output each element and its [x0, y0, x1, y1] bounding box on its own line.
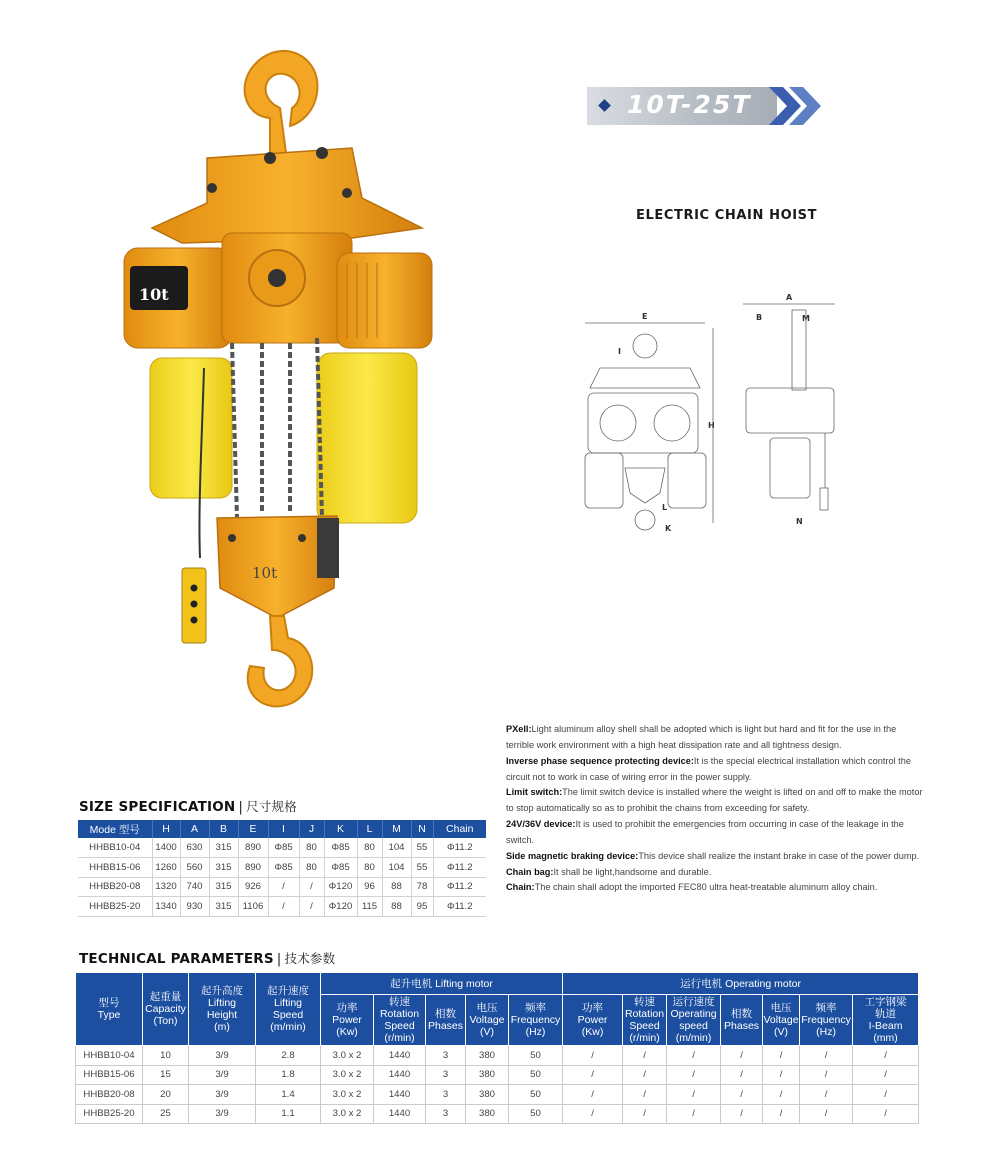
table-cell: / — [299, 897, 324, 917]
table-cell: 80 — [357, 858, 382, 878]
table-cell: / — [623, 1065, 667, 1085]
table-cell: / — [800, 1046, 853, 1066]
table-cell: 50 — [509, 1065, 563, 1085]
feature-term: Side magnetic braking device: — [506, 850, 639, 861]
table-cell: / — [299, 877, 324, 897]
table-cell: Φ11.2 — [433, 877, 486, 897]
table-cell: HHBB10-04 — [76, 1046, 143, 1066]
feature-item — [506, 849, 926, 865]
table-row — [76, 1046, 919, 1066]
header-line: Power — [332, 1014, 362, 1026]
header-line: Voltage — [469, 1014, 505, 1026]
product-title: ELECTRIC CHAIN HOIST — [636, 208, 818, 223]
table-cell: 50 — [509, 1085, 563, 1105]
size-spec-table — [78, 820, 486, 917]
dim-label-h: H — [708, 421, 715, 430]
feature-text: The limit switch device is installed where the weight is lifted on and off to make the motor to stop automatically so as to prohibit the chains from exceeding for safety. — [506, 787, 923, 814]
header-line: 起升高度 — [201, 985, 243, 997]
table-cell: 80 — [299, 858, 324, 878]
table-cell: Φ120 — [324, 877, 357, 897]
table-cell: / — [853, 1104, 919, 1124]
table-cell: Φ85 — [268, 838, 299, 858]
lifting-motor-group-header: 起升电机 Lifting motor — [321, 973, 563, 995]
feature-item — [506, 754, 926, 786]
table-cell: 2.8 — [256, 1046, 321, 1066]
tech-params-separator: | — [276, 951, 282, 967]
tech-params-table — [75, 972, 919, 1124]
table-cell: 1106 — [238, 897, 268, 917]
header-line: (Kw) — [581, 1026, 604, 1038]
header-line: 频率 — [525, 1002, 547, 1014]
dim-label-a: A — [786, 293, 793, 302]
motor-column-header — [721, 995, 763, 1046]
dim-label-m: M — [802, 314, 810, 323]
table-cell: HHBB15-06 — [76, 1065, 143, 1085]
feature-text: This device shall realize the instant brake in case of the power dump. — [638, 850, 920, 861]
table-cell: 80 — [357, 838, 382, 858]
header-line: (m/min) — [675, 1032, 712, 1044]
header-line: Frequency — [510, 1014, 561, 1026]
table-cell: / — [800, 1065, 853, 1085]
table-cell: 1440 — [374, 1104, 426, 1124]
header-line: Operating — [670, 1008, 717, 1020]
header-line: Lifting — [273, 997, 303, 1009]
table-cell: / — [800, 1104, 853, 1124]
dim-label-e: E — [642, 312, 648, 321]
table-cell: 25 — [143, 1104, 189, 1124]
size-spec-column-header: I — [268, 820, 299, 838]
table-cell: / — [853, 1065, 919, 1085]
table-cell: 1440 — [374, 1046, 426, 1066]
size-spec-column-header: L — [357, 820, 382, 838]
header-line: Phases — [724, 1020, 760, 1032]
header-line: 型号 — [98, 997, 120, 1009]
header-line: Speed — [384, 1020, 415, 1032]
header-line: 频率 — [815, 1002, 837, 1014]
feature-item — [506, 785, 926, 817]
col-lifting-speed-header — [256, 973, 321, 1046]
table-cell: / — [623, 1085, 667, 1105]
tech-params-group-row — [76, 973, 919, 995]
table-cell: / — [853, 1085, 919, 1105]
header-line: Lifting — [207, 997, 237, 1009]
table-cell: / — [763, 1104, 800, 1124]
header-line: Frequency — [801, 1014, 851, 1026]
header-line: Type — [97, 1009, 121, 1021]
electric-hoist-image — [112, 38, 442, 713]
table-cell: 890 — [238, 858, 268, 878]
table-cell: / — [800, 1085, 853, 1105]
table-cell: 380 — [466, 1046, 509, 1066]
tech-params-title-en: TECHNICAL PARAMETERS — [79, 951, 274, 967]
col-type-header — [76, 973, 143, 1046]
dim-label-b: B — [756, 313, 763, 322]
table-cell: / — [763, 1065, 800, 1085]
table-cell: 3/9 — [189, 1065, 256, 1085]
table-cell: 560 — [180, 858, 209, 878]
header-line: 起升速度 — [267, 985, 309, 997]
header-line: (Ton) — [153, 1015, 178, 1027]
table-cell: HHBB25-20 — [76, 1104, 143, 1124]
table-cell: 10 — [143, 1046, 189, 1066]
double-chevron-right-icon — [765, 87, 827, 125]
header-line: 工字钢梁 — [864, 996, 907, 1008]
header-line: 功率 — [582, 1002, 604, 1014]
table-row — [78, 877, 486, 897]
header-line: (Hz) — [525, 1026, 546, 1038]
header-line: Voltage — [763, 1014, 799, 1026]
header-line: 相数 — [731, 1008, 753, 1020]
table-cell: 380 — [466, 1085, 509, 1105]
header-line: 电压 — [770, 1002, 792, 1014]
header-line: 电压 — [476, 1002, 498, 1014]
header-line: speed — [679, 1020, 708, 1032]
table-cell: 3/9 — [189, 1104, 256, 1124]
motor-column-header — [563, 995, 623, 1046]
size-spec-column-header: Mode 型号 — [78, 820, 152, 838]
table-cell: / — [721, 1065, 763, 1085]
header-line: (Hz) — [816, 1026, 836, 1038]
table-cell: / — [563, 1046, 623, 1066]
table-row — [76, 1104, 919, 1124]
tech-params-heading — [79, 949, 335, 967]
header-line: Capacity — [145, 1003, 186, 1015]
table-cell: 3 — [426, 1104, 466, 1124]
table-cell: HHBB20-08 — [76, 1085, 143, 1105]
size-spec-header-row — [78, 820, 486, 838]
range-banner — [587, 87, 827, 125]
col-lifting-height-header — [189, 973, 256, 1046]
feature-item — [506, 880, 926, 896]
header-line: (V) — [774, 1026, 789, 1038]
table-cell: 3.0 x 2 — [321, 1046, 374, 1066]
feature-term: Chain bag: — [506, 866, 554, 877]
feature-item — [506, 817, 926, 849]
header-line: 相数 — [435, 1008, 456, 1020]
table-cell: HHBB10-04 — [78, 838, 152, 858]
table-cell: 15 — [143, 1065, 189, 1085]
table-cell: / — [667, 1046, 721, 1066]
size-spec-column-header: Chain — [433, 820, 486, 838]
table-cell: Φ120 — [324, 897, 357, 917]
table-cell: 55 — [411, 838, 433, 858]
hook-block-capacity-label: 10t — [252, 564, 278, 582]
table-row — [78, 897, 486, 917]
table-cell: Φ11.2 — [433, 858, 486, 878]
feature-text: Light aluminum alloy shell shall be adopted which is light but hard and fit for the use in the terrible work environment with a high heat dissipation rate and all tightness design. — [506, 724, 897, 750]
table-cell: HHBB15-06 — [78, 858, 152, 878]
header-line: Speed — [629, 1020, 660, 1032]
table-cell: Φ85 — [324, 858, 357, 878]
dim-label-i: I — [618, 347, 621, 356]
size-spec-column-header: H — [152, 820, 180, 838]
dim-label-l: L — [662, 503, 668, 512]
header-line: 轨道 — [875, 1008, 897, 1020]
dimension-drawing — [580, 288, 840, 543]
table-cell: 890 — [238, 838, 268, 858]
motor-column-header — [426, 995, 466, 1046]
table-cell: Φ11.2 — [433, 897, 486, 917]
size-spec-column-header: K — [324, 820, 357, 838]
table-cell: 88 — [382, 897, 411, 917]
capacity-range-label: 10T-25T — [627, 90, 752, 119]
table-cell: 380 — [466, 1104, 509, 1124]
motor-column-header — [853, 995, 919, 1046]
table-cell: 3 — [426, 1085, 466, 1105]
motor-column-header — [509, 995, 563, 1046]
header-line: Phases — [427, 1020, 464, 1032]
feature-item — [506, 722, 926, 754]
table-cell: / — [563, 1104, 623, 1124]
table-cell: HHBB20-08 — [78, 877, 152, 897]
table-row — [76, 1085, 919, 1105]
header-line: Rotation — [624, 1008, 665, 1020]
table-cell: / — [667, 1104, 721, 1124]
table-cell: Φ85 — [324, 838, 357, 858]
header-line: (m/min) — [270, 1021, 306, 1033]
table-cell: 315 — [209, 897, 238, 917]
table-cell: / — [268, 877, 299, 897]
table-cell: 3.0 x 2 — [321, 1085, 374, 1105]
table-cell: / — [623, 1104, 667, 1124]
header-line: (r/min) — [629, 1032, 660, 1044]
header-line: Height — [206, 1009, 238, 1021]
table-cell: 3.0 x 2 — [321, 1065, 374, 1085]
col-capacity-header — [143, 973, 189, 1046]
table-cell: 78 — [411, 877, 433, 897]
table-cell: / — [853, 1046, 919, 1066]
size-spec-column-header: J — [299, 820, 324, 838]
feature-text: It is used to prohibit the emergencies from occurring in case of the leakage in the switch. — [506, 819, 904, 845]
motor-column-header — [466, 995, 509, 1046]
table-cell: / — [623, 1046, 667, 1066]
table-cell: / — [563, 1085, 623, 1105]
motor-column-header — [623, 995, 667, 1046]
table-cell: 380 — [466, 1065, 509, 1085]
table-cell: / — [667, 1085, 721, 1105]
header-line: 运行速度 — [672, 996, 715, 1008]
motor-column-header — [763, 995, 800, 1046]
table-cell: 115 — [357, 897, 382, 917]
size-spec-heading — [79, 797, 297, 815]
table-cell: 55 — [411, 858, 433, 878]
table-cell: Φ11.2 — [433, 838, 486, 858]
table-row — [78, 858, 486, 878]
table-cell: / — [667, 1065, 721, 1085]
tech-params-title-cn: 技术参数 — [284, 951, 336, 966]
table-cell: / — [721, 1046, 763, 1066]
table-cell: 3/9 — [189, 1046, 256, 1066]
table-cell: 3 — [426, 1065, 466, 1085]
dim-label-n: N — [796, 517, 803, 526]
header-line: I-Beam — [868, 1020, 903, 1032]
table-cell: 1.1 — [256, 1104, 321, 1124]
motor-column-header — [800, 995, 853, 1046]
table-cell: 104 — [382, 838, 411, 858]
table-cell: / — [268, 897, 299, 917]
header-line: (mm) — [873, 1032, 898, 1044]
table-cell: 1.4 — [256, 1085, 321, 1105]
size-spec-column-header: E — [238, 820, 268, 838]
table-cell: 1440 — [374, 1085, 426, 1105]
table-cell: 50 — [509, 1046, 563, 1066]
size-spec-column-header: A — [180, 820, 209, 838]
motor-column-header — [374, 995, 426, 1046]
table-cell: 88 — [382, 877, 411, 897]
table-cell: / — [563, 1065, 623, 1085]
header-line: 起重量 — [149, 991, 182, 1003]
header-line: 转速 — [389, 996, 410, 1008]
table-cell: 3 — [426, 1046, 466, 1066]
table-cell: 1320 — [152, 877, 180, 897]
size-spec-title-cn: 尺寸规格 — [246, 799, 297, 814]
table-cell: / — [721, 1085, 763, 1105]
size-spec-title-en: SIZE SPECIFICATION — [79, 799, 236, 815]
table-cell: 315 — [209, 838, 238, 858]
table-cell: / — [721, 1104, 763, 1124]
table-cell: 95 — [411, 897, 433, 917]
header-line: (Kw) — [336, 1026, 358, 1038]
motor-capacity-label: 10t — [139, 285, 169, 304]
table-cell: 740 — [180, 877, 209, 897]
table-cell: 1340 — [152, 897, 180, 917]
header-line: (m) — [214, 1021, 230, 1033]
table-row — [78, 838, 486, 858]
table-cell: 1400 — [152, 838, 180, 858]
table-cell: 1260 — [152, 858, 180, 878]
header-line: 功率 — [336, 1002, 358, 1014]
table-cell: 50 — [509, 1104, 563, 1124]
feature-item — [506, 865, 926, 881]
table-cell: 3.0 x 2 — [321, 1104, 374, 1124]
table-row — [76, 1065, 919, 1085]
table-cell: / — [763, 1046, 800, 1066]
feature-term: 24V/36V device: — [506, 819, 576, 830]
motor-column-header — [321, 995, 374, 1046]
feature-term: PXell: — [506, 724, 532, 734]
table-cell: 315 — [209, 877, 238, 897]
size-spec-column-header: N — [411, 820, 433, 838]
feature-text: It is the special electrical installation which control the circuit not to work in case of wiring error in the power supply. — [506, 755, 911, 782]
feature-text: It shall be light,handsome and durable. — [553, 866, 712, 877]
feature-term: Inverse phase sequence protecting device: — [506, 755, 694, 766]
header-line: (V) — [480, 1026, 494, 1038]
size-spec-column-header: M — [382, 820, 411, 838]
header-line: Power — [577, 1014, 608, 1026]
table-cell: 630 — [180, 838, 209, 858]
table-cell: 104 — [382, 858, 411, 878]
motor-column-header — [667, 995, 721, 1046]
table-cell: 315 — [209, 858, 238, 878]
table-cell: 80 — [299, 838, 324, 858]
header-line: Rotation — [379, 1008, 420, 1020]
feature-term: Chain: — [506, 882, 535, 893]
feature-text: The chain shall adopt the imported FEC80 ultra heat-treatable aluminum alloy chain. — [534, 882, 878, 893]
table-cell: 20 — [143, 1085, 189, 1105]
operating-motor-group-header: 运行电机 Operating motor — [563, 973, 919, 995]
header-line: Speed — [272, 1009, 304, 1021]
header-line: 转速 — [634, 996, 656, 1008]
table-cell: 1440 — [374, 1065, 426, 1085]
size-spec-column-header: B — [209, 820, 238, 838]
table-cell: / — [763, 1085, 800, 1105]
feature-list — [506, 722, 926, 896]
table-cell: HHBB25-20 — [78, 897, 152, 917]
header-line: (r/min) — [384, 1032, 415, 1044]
table-cell: 1.8 — [256, 1065, 321, 1085]
dim-label-k: K — [665, 524, 672, 533]
table-cell: 3/9 — [189, 1085, 256, 1105]
size-spec-separator: | — [238, 799, 244, 815]
feature-term: Limit switch: — [506, 787, 563, 798]
table-cell: 930 — [180, 897, 209, 917]
table-cell: 926 — [238, 877, 268, 897]
table-cell: Φ85 — [268, 858, 299, 878]
table-cell: 96 — [357, 877, 382, 897]
